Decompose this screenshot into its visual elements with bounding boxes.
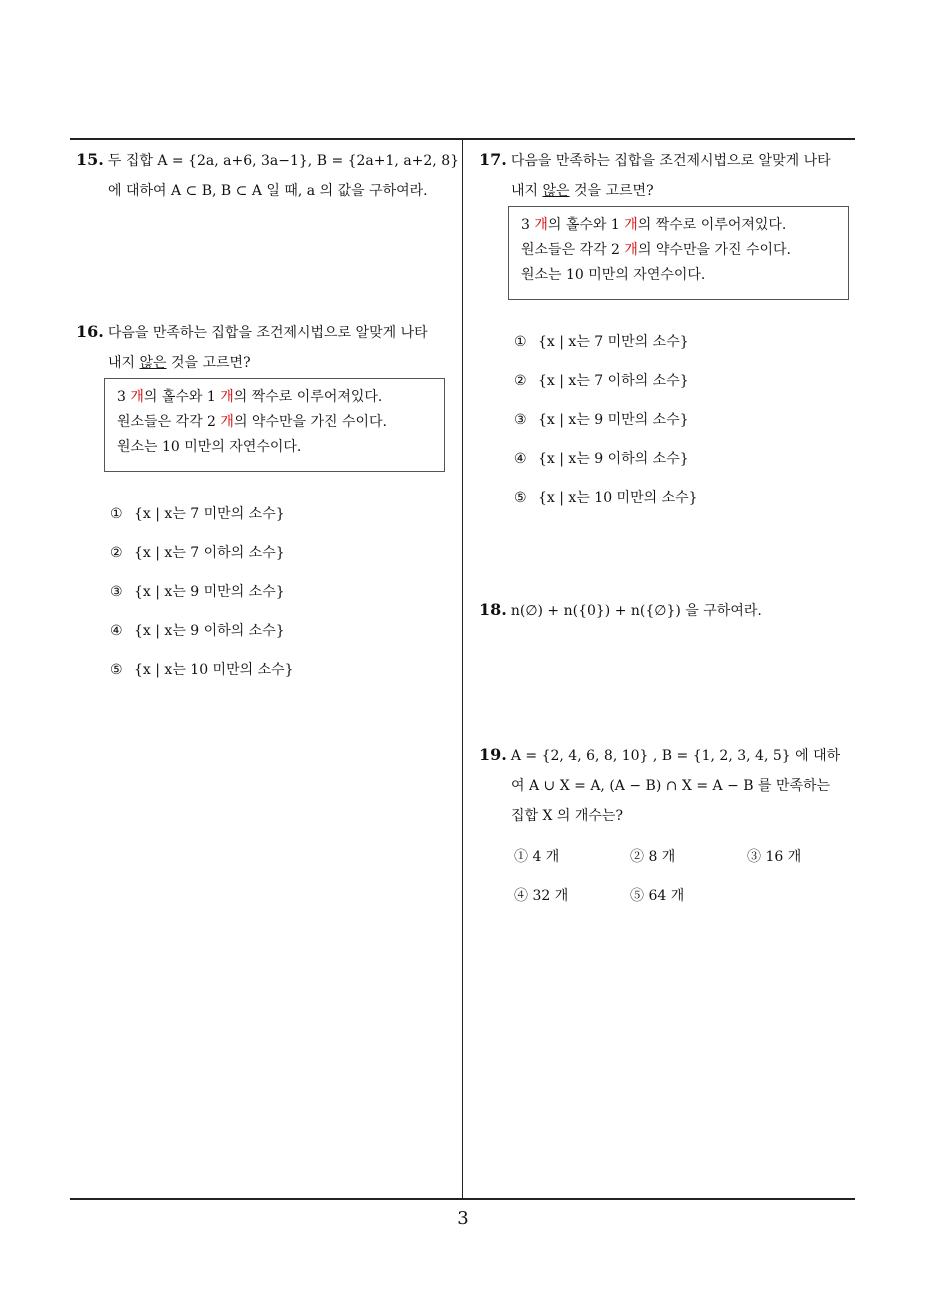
problem-16-condition-box <box>104 378 445 472</box>
choice-text: 8 개 <box>648 849 676 865</box>
choice-mark: ③ <box>747 849 761 865</box>
bottom-rule <box>70 1198 855 1200</box>
choice-text: {x | x는 7 이하의 소수} <box>134 545 285 561</box>
choice-mark: ① <box>514 849 528 865</box>
choice-text: {x | x는 7 이하의 소수} <box>538 373 689 389</box>
problem-18-text-1: n(∅) + n({0}) + n({∅}) 을 구하여라. <box>510 603 762 619</box>
choice-mark: ④ <box>110 623 123 639</box>
choice-text: 64 개 <box>648 888 685 904</box>
choice-mark: ④ <box>514 451 527 467</box>
underlined-word: 않은 <box>139 355 167 371</box>
condition-line-3: 원소는 10 미만의 자연수이다. <box>521 267 706 283</box>
problem-number: 18. <box>479 600 507 619</box>
problem-19-line1 <box>479 740 859 771</box>
problem-19 <box>479 740 859 831</box>
choice-4[interactable] <box>514 447 698 486</box>
choice-2[interactable] <box>514 369 698 408</box>
problem-number: 15. <box>76 150 104 169</box>
highlight-word: 개 <box>220 389 234 405</box>
problem-15 <box>76 145 460 206</box>
choice-mark: ④ <box>514 888 528 904</box>
problem-number: 19. <box>479 745 507 764</box>
text-segment: 것을 고르면? <box>166 355 251 371</box>
highlight-word: 개 <box>624 217 638 233</box>
choice-2[interactable] <box>630 846 675 866</box>
problem-18 <box>479 595 859 626</box>
condition-line-2: 원소들은 각각 2 개의 약수만을 가진 수이다. <box>117 414 387 430</box>
choice-mark: ⑤ <box>630 888 644 904</box>
highlight-word: 개 <box>220 414 234 430</box>
condition-line-1: 3 개의 홀수와 1 개의 짝수로 이루어져있다. <box>521 217 787 233</box>
problem-17-condition-box <box>508 206 849 300</box>
choice-text: {x | x는 7 미만의 소수} <box>538 334 689 350</box>
choice-mark: ③ <box>110 584 123 600</box>
problem-16-line2 <box>76 348 456 378</box>
column-divider <box>462 138 463 1199</box>
choice-1[interactable] <box>514 846 559 866</box>
choice-mark: ⑤ <box>514 490 527 506</box>
choice-3[interactable] <box>747 846 801 866</box>
choice-mark: ① <box>110 506 123 522</box>
choice-3[interactable] <box>110 580 294 619</box>
problem-number: 16. <box>76 322 104 341</box>
choice-text: {x | x는 9 이하의 소수} <box>134 623 285 639</box>
choice-4[interactable] <box>110 619 294 658</box>
choice-5[interactable] <box>630 885 684 905</box>
choice-text: 32 개 <box>532 888 569 904</box>
choice-5[interactable] <box>514 486 698 525</box>
problem-18-line1 <box>479 595 859 626</box>
problem-19-line2: 여 A ∪ X = A, (A − B) ∩ X = A − B 를 만족하는 <box>511 778 831 794</box>
problem-15-text-1: 두 집합 A = {2a, a+6, 3a−1}, B = {2a+1, a+2, 8} <box>107 153 460 169</box>
problem-16-line1 <box>76 317 456 348</box>
highlight-word: 개 <box>534 217 548 233</box>
choice-mark: ② <box>630 849 644 865</box>
choice-1[interactable] <box>514 330 698 369</box>
choice-mark: ⑤ <box>110 662 123 678</box>
choice-text: 4 개 <box>532 849 560 865</box>
problem-17-text-1: 다음을 만족하는 집합을 조건제시법으로 알맞게 나타 <box>510 153 831 169</box>
highlight-word: 개 <box>624 242 638 258</box>
choice-2[interactable] <box>110 541 294 580</box>
text-segment: 내지 <box>108 355 140 371</box>
problem-number: 17. <box>479 150 507 169</box>
condition-line-3: 원소는 10 미만의 자연수이다. <box>117 439 302 455</box>
choice-mark: ② <box>110 545 123 561</box>
problem-15-line2: 에 대하여 A ⊂ B, B ⊂ A 일 때, a 의 값을 구하여라. <box>108 183 428 199</box>
choice-mark: ③ <box>514 412 527 428</box>
problem-16 <box>76 317 456 378</box>
page-number: 3 <box>457 1208 469 1229</box>
underlined-word: 않은 <box>542 183 570 199</box>
problem-17-line2 <box>479 176 859 206</box>
problem-19-line3: 집합 X 의 개수는? <box>511 808 623 824</box>
choice-text: {x | x는 9 미만의 소수} <box>134 584 285 600</box>
problem-15-line1 <box>76 145 460 176</box>
choice-text: 16 개 <box>765 849 802 865</box>
problem-16-choices <box>110 502 294 697</box>
choice-text: {x | x는 7 미만의 소수} <box>134 506 285 522</box>
choice-3[interactable] <box>514 408 698 447</box>
problem-19-text-1: A = {2, 4, 6, 8, 10} , B = {1, 2, 3, 4, 5} 에 대하 <box>510 748 841 764</box>
condition-line-1: 3 개의 홀수와 1 개의 짝수로 이루어져있다. <box>117 389 383 405</box>
problem-17-choices <box>514 330 698 525</box>
choice-1[interactable] <box>110 502 294 541</box>
text-segment: 것을 고르면? <box>569 183 654 199</box>
text-segment: 내지 <box>511 183 543 199</box>
choice-5[interactable] <box>110 658 294 697</box>
problem-17 <box>479 145 859 206</box>
highlight-word: 개 <box>130 389 144 405</box>
problem-17-line1 <box>479 145 859 176</box>
problem-16-text-1: 다음을 만족하는 집합을 조건제시법으로 알맞게 나타 <box>107 325 428 341</box>
choice-mark: ② <box>514 373 527 389</box>
choice-4[interactable] <box>514 885 568 905</box>
choice-text: {x | x는 10 미만의 소수} <box>538 490 698 506</box>
choice-text: {x | x는 9 미만의 소수} <box>538 412 689 428</box>
condition-line-2: 원소들은 각각 2 개의 약수만을 가진 수이다. <box>521 242 791 258</box>
choice-text: {x | x는 9 이하의 소수} <box>538 451 689 467</box>
choice-text: {x | x는 10 미만의 소수} <box>134 662 294 678</box>
choice-mark: ① <box>514 334 527 350</box>
